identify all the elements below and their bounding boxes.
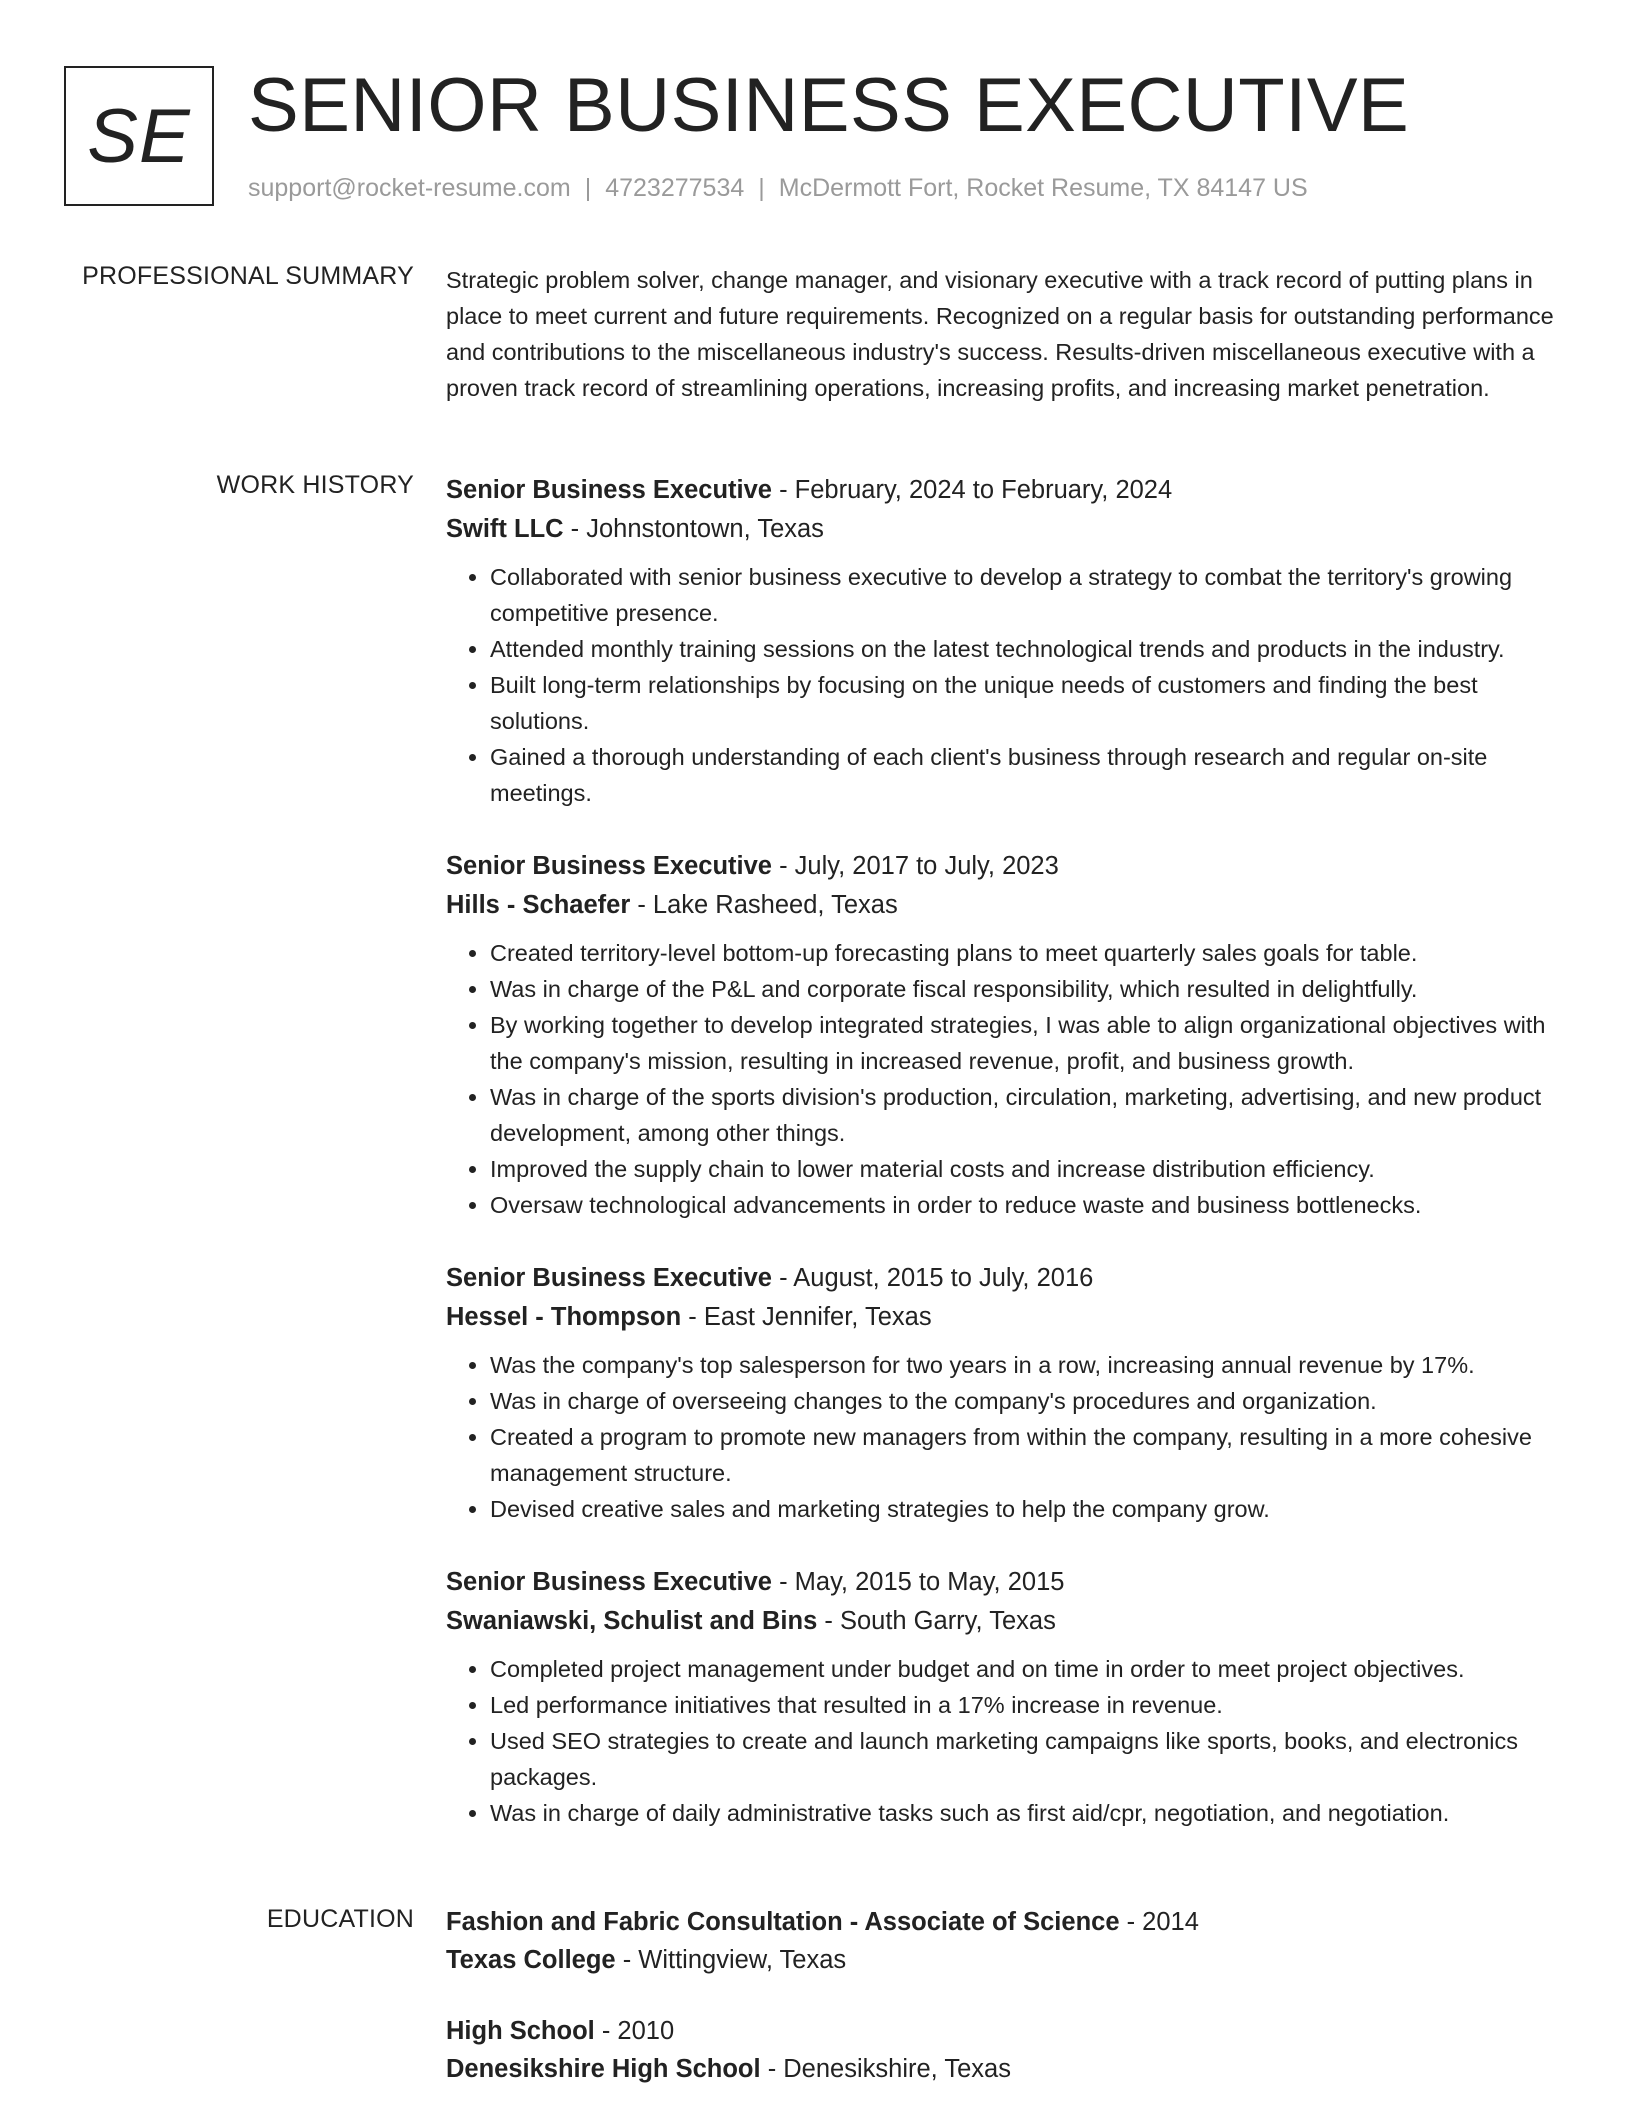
job-location: - Johnstontown, Texas	[570, 515, 824, 543]
work-history-heading: WORK HISTORY	[216, 471, 414, 499]
job-entry	[446, 1259, 1566, 1527]
job-location: - East Jennifer, Texas	[688, 1303, 932, 1331]
job-title: Senior Business Executive	[446, 476, 772, 504]
job-dates: - July, 2017 to July, 2023	[779, 852, 1059, 880]
education-school-line	[446, 2050, 1566, 2088]
contact-line	[248, 174, 1308, 203]
job-bullet: • Improved the supply chain to lower material costs and increase distribution efficiency.	[490, 1151, 1566, 1187]
job-company: Swaniawski, Schulist and Bins	[446, 1607, 818, 1635]
job-bullet: • Used SEO strategies to create and launch marketing campaigns like sports, books, and electronics packages.	[490, 1723, 1566, 1795]
job-title-line	[446, 847, 1566, 886]
education-year: - 2010	[601, 2017, 675, 2045]
job-company-line	[446, 1298, 1566, 1337]
job-location: - South Garry, Texas	[824, 1607, 1056, 1635]
contact-phone: 4723277534	[605, 174, 745, 202]
job-bullet: • Was the company's top salesperson for two years in a row, increasing annual revenue by 17%.	[490, 1347, 1566, 1383]
job-bullets	[446, 559, 1566, 811]
job-bullet: • Created a program to promote new managers from within the company, resulting in a more cohesive management structure.	[490, 1419, 1566, 1491]
job-bullets	[446, 935, 1566, 1223]
education-school: Texas College	[446, 1946, 616, 1974]
education-year: - 2014	[1126, 1908, 1199, 1936]
education-degree: Fashion and Fabric Consultation - Associate of Science	[446, 1908, 1120, 1936]
job-entry	[446, 847, 1566, 1223]
job-title-line	[446, 1563, 1566, 1602]
job-bullet: • Was in charge of the sports division's production, circulation, marketing, advertising, and new product development, among other things.	[490, 1079, 1566, 1151]
summary-text: Strategic problem solver, change manager, and visionary executive with a track record of putting plans in place to meet current and future requirements. Recognized on a regular basis for outstanding performance and contributions to the miscellaneous industry's success. Results-driven miscellaneous executive with a proven track record of streamlining operations, increasing profits, and increasing market penetration.	[446, 267, 1554, 401]
job-company-line	[446, 886, 1566, 925]
education-degree-line	[446, 1903, 1566, 1941]
job-bullet: • Oversaw technological advancements in order to reduce waste and business bottlenecks.	[490, 1187, 1566, 1223]
job-company: Swift LLC	[446, 515, 564, 543]
work-history-body	[446, 471, 1566, 1867]
resume-name-title: SENIOR BUSINESS EXECUTIVE	[248, 63, 1410, 148]
education-degree-line	[446, 2012, 1566, 2050]
job-dates: - February, 2024 to February, 2024	[779, 476, 1173, 504]
job-company-line	[446, 510, 1566, 549]
contact-separator: |	[584, 174, 592, 202]
job-dates: - May, 2015 to May, 2015	[779, 1568, 1065, 1596]
job-bullet: • Devised creative sales and marketing strategies to help the company grow.	[490, 1491, 1566, 1527]
job-title-line	[446, 471, 1566, 510]
job-company-line	[446, 1602, 1566, 1641]
education-entry	[446, 1903, 1566, 1979]
job-location: - Lake Rasheed, Texas	[637, 891, 898, 919]
education-entry	[446, 2012, 1566, 2088]
job-bullet: • Was in charge of overseeing changes to the company's procedures and organization.	[490, 1383, 1566, 1419]
education-school-line	[446, 1941, 1566, 1979]
education-degree: High School	[446, 2017, 595, 2045]
job-bullet: • Was in charge of daily administrative tasks such as first aid/cpr, negotiation, and negotiation.	[490, 1795, 1566, 1831]
job-bullet: • Attended monthly training sessions on the latest technological trends and products in the industry.	[490, 631, 1566, 667]
job-entry	[446, 471, 1566, 811]
education-heading: EDUCATION	[266, 1905, 414, 1933]
job-bullet: • Gained a thorough understanding of each client's business through research and regular on-site meetings.	[490, 739, 1566, 811]
job-title: Senior Business Executive	[446, 1568, 772, 1596]
job-title-line	[446, 1259, 1566, 1298]
job-bullet: • Created territory-level bottom-up forecasting plans to meet quarterly sales goals for table.	[490, 935, 1566, 971]
job-bullets	[446, 1347, 1566, 1527]
education-location: - Denesikshire, Texas	[767, 2055, 1011, 2083]
education-school: Denesikshire High School	[446, 2055, 761, 2083]
contact-email: support@rocket-resume.com	[248, 174, 571, 202]
monogram-box: SE	[64, 66, 214, 206]
job-entry	[446, 1563, 1566, 1831]
contact-separator: |	[758, 174, 765, 202]
job-title: Senior Business Executive	[446, 852, 772, 880]
job-company: Hills - Schaefer	[446, 891, 631, 919]
job-bullet: • By working together to develop integrated strategies, I was able to align organizational objectives with the company's mission, resulting in increased revenue, profit, and business growth.	[490, 1007, 1566, 1079]
job-bullet: • Collaborated with senior business executive to develop a strategy to combat the territory's growing competitive presence.	[490, 559, 1566, 631]
summary-heading: PROFESSIONAL SUMMARY	[82, 262, 414, 290]
education-body	[446, 1903, 1566, 2121]
job-bullets	[446, 1651, 1566, 1831]
job-bullet: • Built long-term relationships by focusing on the unique needs of customers and finding the best solutions.	[490, 667, 1566, 739]
job-dates: - August, 2015 to July, 2016	[779, 1264, 1094, 1292]
summary-body	[446, 262, 1566, 406]
contact-address: McDermott Fort, Rocket Resume, TX 84147 US	[778, 174, 1308, 202]
education-location: - Wittingview, Texas	[622, 1946, 847, 1974]
resume-header	[64, 63, 1568, 216]
job-bullet: • Was in charge of the P&L and corporate fiscal responsibility, which resulted in delightfully.	[490, 971, 1566, 1007]
job-bullet: • Completed project management under budget and on time in order to meet project objectives.	[490, 1651, 1566, 1687]
job-title: Senior Business Executive	[446, 1264, 772, 1292]
job-company: Hessel - Thompson	[446, 1303, 682, 1331]
job-bullet: • Led performance initiatives that resulted in a 17% increase in revenue.	[490, 1687, 1566, 1723]
